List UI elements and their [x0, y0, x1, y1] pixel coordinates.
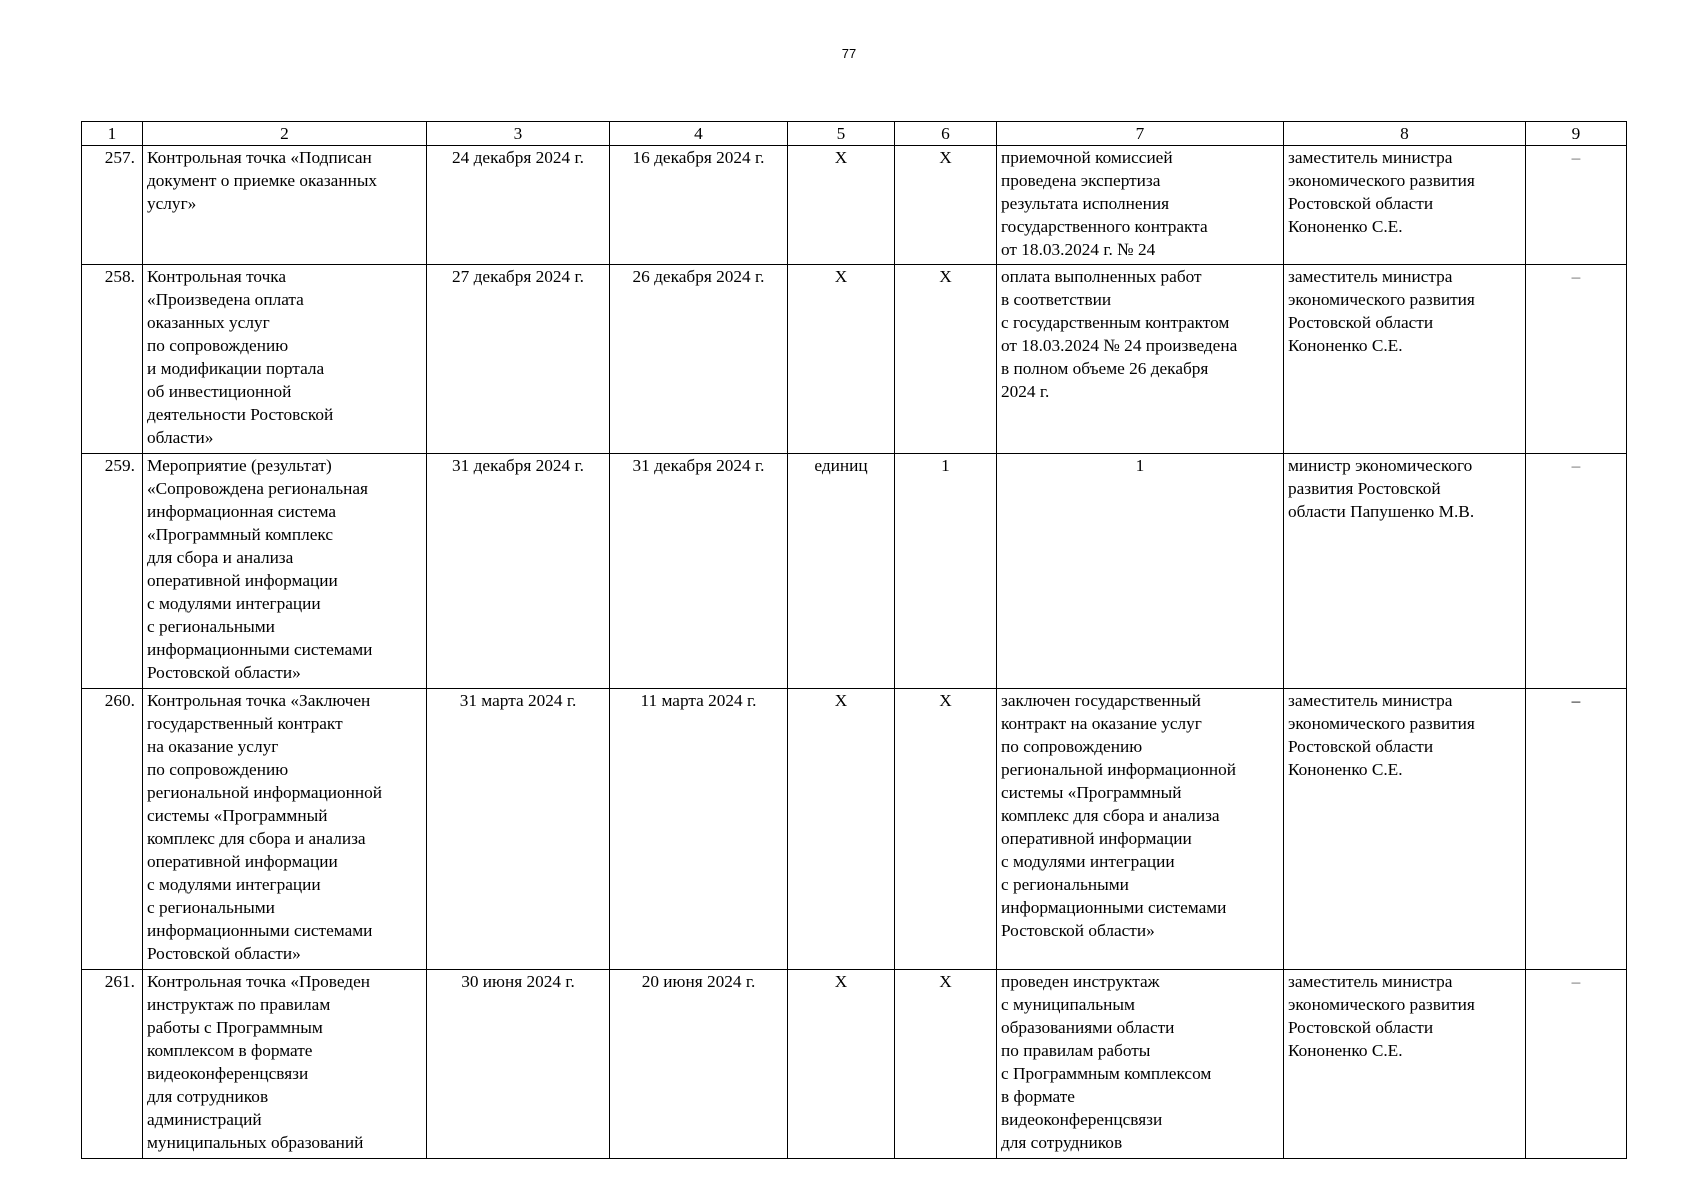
row-name: Контрольная точка «Заключен государственный контракт на оказание услуг по сопровождению региональной информационной системы «Программный комплекс для сбора и анализа оперативной информации с модулями интеграции с региональными информационными системами Ростовской области» — [143, 689, 427, 970]
column-header: 3 — [427, 122, 610, 146]
row-description: приемочной комиссией проведена экспертиза результата исполнения государственного контракта от 18.03.2024 г. № 24 — [997, 146, 1284, 265]
column-header: 6 — [895, 122, 997, 146]
row-note: – — [1526, 454, 1627, 689]
row-note: – — [1526, 970, 1627, 1159]
row-responsible: министр экономического развития Ростовской области Папушенко М.В. — [1284, 454, 1526, 689]
row-date-fact: 16 декабря 2024 г. — [610, 146, 788, 265]
row-date-plan: 30 июня 2024 г. — [427, 970, 610, 1159]
row-unit: Х — [788, 970, 895, 1159]
row-date-plan: 24 декабря 2024 г. — [427, 146, 610, 265]
column-header: 7 — [997, 122, 1284, 146]
row-number: 258. — [82, 265, 143, 454]
row-name: Контрольная точка «Подписан документ о приемке оказанных услуг» — [143, 146, 427, 265]
row-note: – — [1526, 265, 1627, 454]
row-value: Х — [895, 265, 997, 454]
row-note: – — [1526, 146, 1627, 265]
row-unit: Х — [788, 146, 895, 265]
table-row — [82, 146, 1627, 265]
row-value: Х — [895, 146, 997, 265]
column-header: 2 — [143, 122, 427, 146]
row-description: 1 — [997, 454, 1284, 689]
row-responsible: заместитель министра экономического развития Ростовской области Кононенко С.Е. — [1284, 265, 1526, 454]
row-responsible: заместитель министра экономического развития Ростовской области Кононенко С.Е. — [1284, 970, 1526, 1159]
row-date-fact: 20 июня 2024 г. — [610, 970, 788, 1159]
row-description: заключен государственный контракт на оказание услуг по сопровождению региональной информационной системы «Программный комплекс для сбора и анализа оперативной информации с модулями интеграции с региональными информационными системами Ростовской области» — [997, 689, 1284, 970]
row-description: оплата выполненных работ в соответствии с государственным контрактом от 18.03.2024 № 24 произведена в полном объеме 26 декабря 2024 г. — [997, 265, 1284, 454]
row-date-plan: 31 декабря 2024 г. — [427, 454, 610, 689]
row-responsible: заместитель министра экономического развития Ростовской области Кононенко С.Е. — [1284, 146, 1526, 265]
table-row — [82, 970, 1627, 1159]
table-row — [82, 689, 1627, 970]
row-number: 257. — [82, 146, 143, 265]
column-header: 5 — [788, 122, 895, 146]
row-unit: единиц — [788, 454, 895, 689]
row-unit: Х — [788, 265, 895, 454]
row-value: Х — [895, 689, 997, 970]
report-table — [81, 121, 1627, 1159]
row-name: Контрольная точка «Произведена оплата оказанных услуг по сопровождению и модификации портала об инвестиционной деятельности Ростовской области» — [143, 265, 427, 454]
column-header: 4 — [610, 122, 788, 146]
row-date-fact: 11 марта 2024 г. — [610, 689, 788, 970]
row-date-plan: 27 декабря 2024 г. — [427, 265, 610, 454]
column-header: 1 — [82, 122, 143, 146]
row-note: – — [1526, 689, 1627, 970]
row-value: Х — [895, 970, 997, 1159]
row-description: проведен инструктаж с муниципальным образованиями области по правилам работы с Программным комплексом в формате видеоконференцсвязи для сотрудников — [997, 970, 1284, 1159]
row-value: 1 — [895, 454, 997, 689]
row-date-fact: 26 декабря 2024 г. — [610, 265, 788, 454]
row-date-fact: 31 декабря 2024 г. — [610, 454, 788, 689]
column-header: 8 — [1284, 122, 1526, 146]
column-header: 9 — [1526, 122, 1627, 146]
page-number: 77 — [841, 46, 857, 61]
row-number: 260. — [82, 689, 143, 970]
row-responsible: заместитель министра экономического развития Ростовской области Кононенко С.Е. — [1284, 689, 1526, 970]
row-name: Мероприятие (результат) «Сопровождена региональная информационная система «Программный комплекс для сбора и анализа оперативной информации с модулями интеграции с региональными информационными системами Ростовской области» — [143, 454, 427, 689]
row-name: Контрольная точка «Проведен инструктаж по правилам работы с Программным комплексом в формате видеоконференцсвязи для сотрудников администраций муниципальных образований — [143, 970, 427, 1159]
row-unit: Х — [788, 689, 895, 970]
row-number: 259. — [82, 454, 143, 689]
table-row — [82, 265, 1627, 454]
row-date-plan: 31 марта 2024 г. — [427, 689, 610, 970]
table-row — [82, 454, 1627, 689]
row-number: 261. — [82, 970, 143, 1159]
column-numbers-row — [82, 122, 1627, 146]
